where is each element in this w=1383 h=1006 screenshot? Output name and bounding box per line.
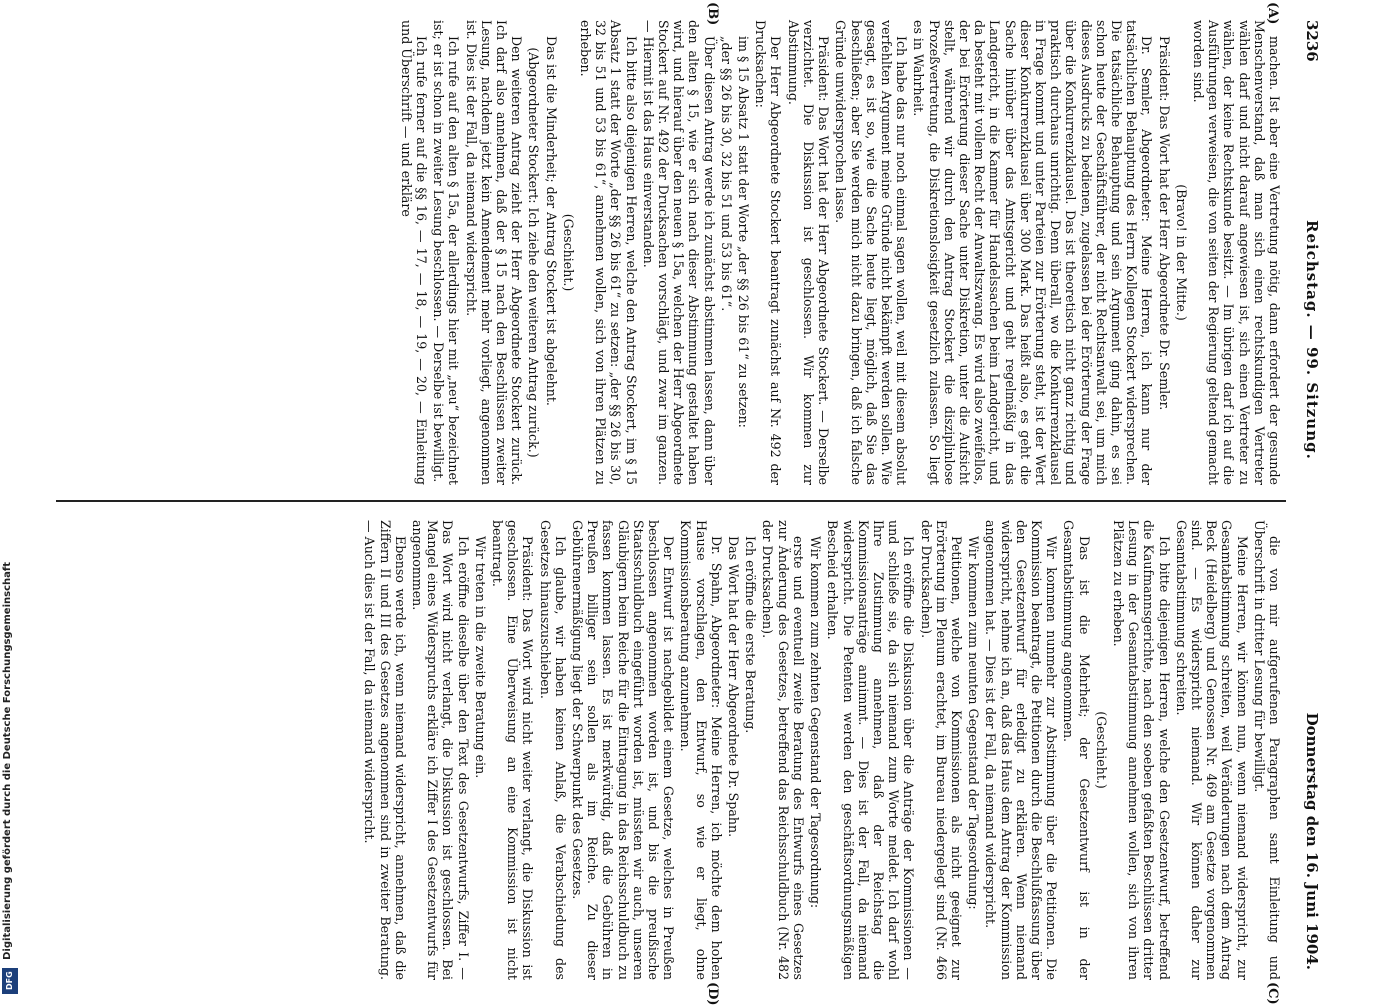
paragraph: Präsident: Das Wort hat der Herr Abgeordnete Dr. Semler. [1156,36,1172,411]
rotated-sheet [30,0,1330,1006]
paragraph: Das Wort hat der Herr Abgeordnete Dr. Spahn. [726,536,742,838]
paragraph: Ich eröffne dieselbe über den Text des Gesetzentwurfs, Ziffer I. — Das Wort wird nicht verlangt, die Diskussion ist geschlossen. Bei Mangel eines Widerspruchs erkläre ich Ziffer I des Gesetzentwurfs für angenommen. [410,520,471,980]
session-date: Donnerstag den 16. Juni 1904. [1303,712,1321,970]
paragraph: (Abgeordneter Stockert: Ich ziehe den weiteren Antrag zurück.) [526,47,542,458]
page-header [1294,0,1330,1000]
paragraph: Ich glaube, wir haben keinen Anlaß, die Verabschiedung des Gesetzes hinauszuschieben. [537,520,568,980]
paragraph: Über diesen Antrag werde ich zunächst abstimmen lassen, dann über den alten § 15, wie er sich nach dieser Abstimmung gestaltet haben wird, und hierauf über den neuen § 15a, welchen der Herr Abgeordnete Stockert auf Nr. 492 der Drucksachen vorschlägt, und zwar im ganzen. — Hiermit ist das Haus einverstanden. [640,20,717,485]
paragraph: Wir kommen zum neunten Gegenstand der Tagesordnung: [966,536,982,910]
paragraph: Ich rufe auf den alten § 15a, der allerdings hier mit „neu“ bezeichnet ist; er ist schon in zweiter Lesung beschlossen. — Derselbe ist bewilligt. [431,20,462,485]
paragraph: Präsident: Das Wort wird nicht weiter verlangt, die Diskussion ist geschlossen. Eine Überweisung an eine Kommission ist nicht beantragt. [490,520,536,980]
margin-mark-b: (B) [705,2,720,26]
paragraph: im § 15 Absatz 1 statt der Worte „der §§ 26 bis 61“ zu setzen: [736,36,752,428]
paragraph: machen. Ist aber eine Vertretung nötig, dann erfordert der gesunde Menschenverstand, daß man sich einen rechtskundigen Vertreter wählen darf und nicht darauf angewiesen ist, sich einen Vertreter zu wählen, der keine Rechtskunde besitzt. — Im übrigen darf ich auf die Ausführungen verweisen, die von seiten der Regierung geltend gemacht worden sind. [1190,20,1282,485]
paragraph: Das ist die Minderheit; der Antrag Stockert ist abgelehnt. [543,36,559,406]
paragraph: Den weiteren Antrag zieht der Herr Abgeordnete Stockert zurück. Ich darf also annehmen, daß der § 15 nach den Beschlüssen zweiter Lesung, nachdem jetzt kein Amendement mehr vorliegt, angenommen ist. Dies ist der Fall, da niemand widerspricht. [463,20,525,485]
paragraph: Der Herr Abgeordnete Stockert beantragt zunächst auf Nr. 492 der Drucksachen: [753,20,784,485]
margin-mark-a: (A) [1265,2,1280,25]
credit-text: Digitalisierung gefördert durch die Deutsche Forschungsgemeinschaft [2,562,13,960]
margin-mark-d: (D) [705,982,720,1006]
session-title: Reichstag. — 99. Sitzung. [1303,220,1321,460]
paragraph: Ich eröffne die Diskussion über die Anträge der Kommissionen — und schließe sie, da sich niemand zum Worte meldet. Ich darf wohl Ihre Zustimmung annehmen, daß der Reichstag die Kommissionsanträge annimmt. — Dies ist der Fall, da niemand widerspricht. Die Petenten werden den geschäftsordnungsmäßigen Bescheid erhalten. [825,520,917,980]
paragraph: Petitionen, welche von Kommissionen als nicht geeignet zur Erörterung im Plenum erachtet, im Bureau niedergelegt sind (Nr. 466 der Drucksachen). [918,520,964,980]
paragraph: Wir kommen zum zehnten Gegenstand der Tagesordnung: [808,536,824,909]
dfg-logo: DFG [2,968,18,994]
paragraph: Dr. Semler, Abgeordneter: Meine Herren, ich kann nur der tatsächlichen Behauptung des Herrn Kollegen Stockert widersprechen. Die tatsächliche Behauptung und sein Argument ging dahin, es sei schon heute der Geschäftsführer, der nicht Rechtsanwalt sei, um mich dieses Ausdrucks zu bedienen, zugelassen bei der Erörterung der Frage über die Konkurrenzklausel. Das ist theoretisch nicht ganz richtig und praktisch durchaus unrichtig. Denn überall, wo die Konkurrenzklausel in Frage kommt und unter Parteien zur Erörterung steht, ist der Wert dieser Konkurrenzklausel über 300 Mark. Das heißt also, es geht die Sache hinüber über das Amtsgericht und geht regelmäßig in das Landgericht, in die Kammer für Handelssachen beim Landgericht, und da besteht mit vollem Recht der Anwaltszwang. Es wird also zweifellos, der bei Erörterung dieser Sache unter Diskretion, unter die Aufsicht stellt, während wir durch den Antrag Stockert die disziplinlose Prozeßvertretung, die Diskretionslosigkeit gesetzlich zulassen. So liegt es in Wahrheit. [911,20,1155,485]
paragraph: erste und eventuell zweite Beratung des Entwurfs eines Gesetzes zur Änderung des Gesetzes, betreffend das Reichsschuldbuch (Nr. 482 der Drucksachen). [760,520,806,980]
paragraph: Ich bitte diejenigen Herren, welche den Gesetzentwurf, betreffend die Kaufmannsgerichte, nach den soeben gefaßten Beschlüssen dritter Lesung in der Gesamtabstimmung annehmen wollen, sich von ihren Plätzen zu erheben. [1110,520,1172,980]
paragraph: Ich eröffne die erste Beratung. [743,536,759,734]
paragraph: (Bravo! in der Mitte.) [1173,184,1189,321]
right-column [360,520,1282,980]
paragraph: (Geschieht.) [1093,711,1109,789]
paragraph: Ich rufe ferner auf die §§ 16, — 17, — 18, — 19, — 20, — Einleitung und Überschrift — und erkläre [398,20,430,485]
page-number: 3236 [1303,20,1321,62]
paragraph: Meine Herren, wir können nun, wenn niemand widerspricht, zur Gesamtabstimmung schreiten, weil Veränderungen nach dem Antrag Beck (Heidelberg) und Genossen Nr. 469 am Gesetze vorgenommen sind. — Es widerspricht niemand. Wir können daher zur Gesamtabstimmung schreiten. [1173,520,1250,980]
paragraph: Ich habe das nur noch einmal sagen wollen, weil mit diesem absolut verfehlten Argument meine Gründe nicht bekämpft werden sollen. Wie gesagt, es ist so, wie die Sache heute liegt, möglich, daß Sie das beschließen; aber Sie werden mich nicht dazu bringen, daß ich falsche Gründe unwidersprochen lasse. [833,20,910,485]
left-column [397,20,1282,485]
digitization-credit-sidebar [0,0,22,1000]
margin-mark-c: (C) [1265,982,1280,1005]
paragraph: (Geschieht.) [560,213,576,292]
paragraph: „der §§ 26 bis 30, 32 bis 51 und 53 bis 61“. [718,36,734,312]
paragraph: Das ist die Mehrheit; der Gesetzentwurf ist in der Gesamtabstimmung angenommen. [1061,520,1092,980]
paragraph: Der Entwurf ist nachgebildet einem Gesetze, welches in Preußen beschlossen angenommen worden ist, und bis die preußische Staatsschuldbuch eingeführt worden ist, müssten wir auch, unseren Gläubigern beim Reiche für die Eintragung in das Reichsschuldbuch zu fassen kommen lassen. Es ist merkwürdig, daß die Gebühren in Preußen billiger sein sollen als im Reiche. Zu dieser Gebührenermäßigung liegt der Schwerpunkt des Gesetzes. [570,520,677,980]
paragraph: Ich bitte also diejenigen Herren, welche den Antrag Stockert, im § 15 Absatz 1 statt der Worte „der §§ 26 bis 61“ zu setzen: „der §§ 26 bis 30, 32 bis 51 und 53 bis 61“, annehmen wollen, sich von ihren Plätzen zu erheben. [578,20,639,485]
paragraph: Dr. Spahn, Abgeordneter: Meine Herren, ich möchte dem hohen Hause vorschlagen, den Entwurf, so wie er liegt, ohne Kommissionsberatung anzunehmen. [678,520,724,980]
paragraph: Wir treten in die zweite Beratung ein. [472,536,488,779]
paragraph: die von mir aufgerufenen Paragraphen samt Einleitung und Überschrift in dritter Lesung für bewilligt. [1251,520,1282,980]
paragraph: Ebenso werde ich, wenn niemand widerspricht, annehmen, daß die Ziffern II und III des Gesetzes angenommen sind in zweiter Beratung. — Auch dies ist der Fall, da niemand widerspricht. [362,520,408,980]
paragraph: Präsident: Das Wort hat der Herr Abgeordnete Stockert. — Derselbe verzichtet. Die Diskussion ist geschlossen. Wir kommen zur Abstimmung. [785,20,832,485]
column-divider [56,500,1286,502]
paragraph: Wir kommen nunmehr zur Abstimmung über die Petitionen. Die Kommission beantragt, die Petitionen durch die Beschlußfassung über den Gesetzentwurf für erledigt zu erklären. Wenn niemand widerspricht, nehme ich an, daß das Haus dem Antrag der Kommission angenommen hat. — Dies ist der Fall, da niemand widerspricht. [983,520,1060,980]
